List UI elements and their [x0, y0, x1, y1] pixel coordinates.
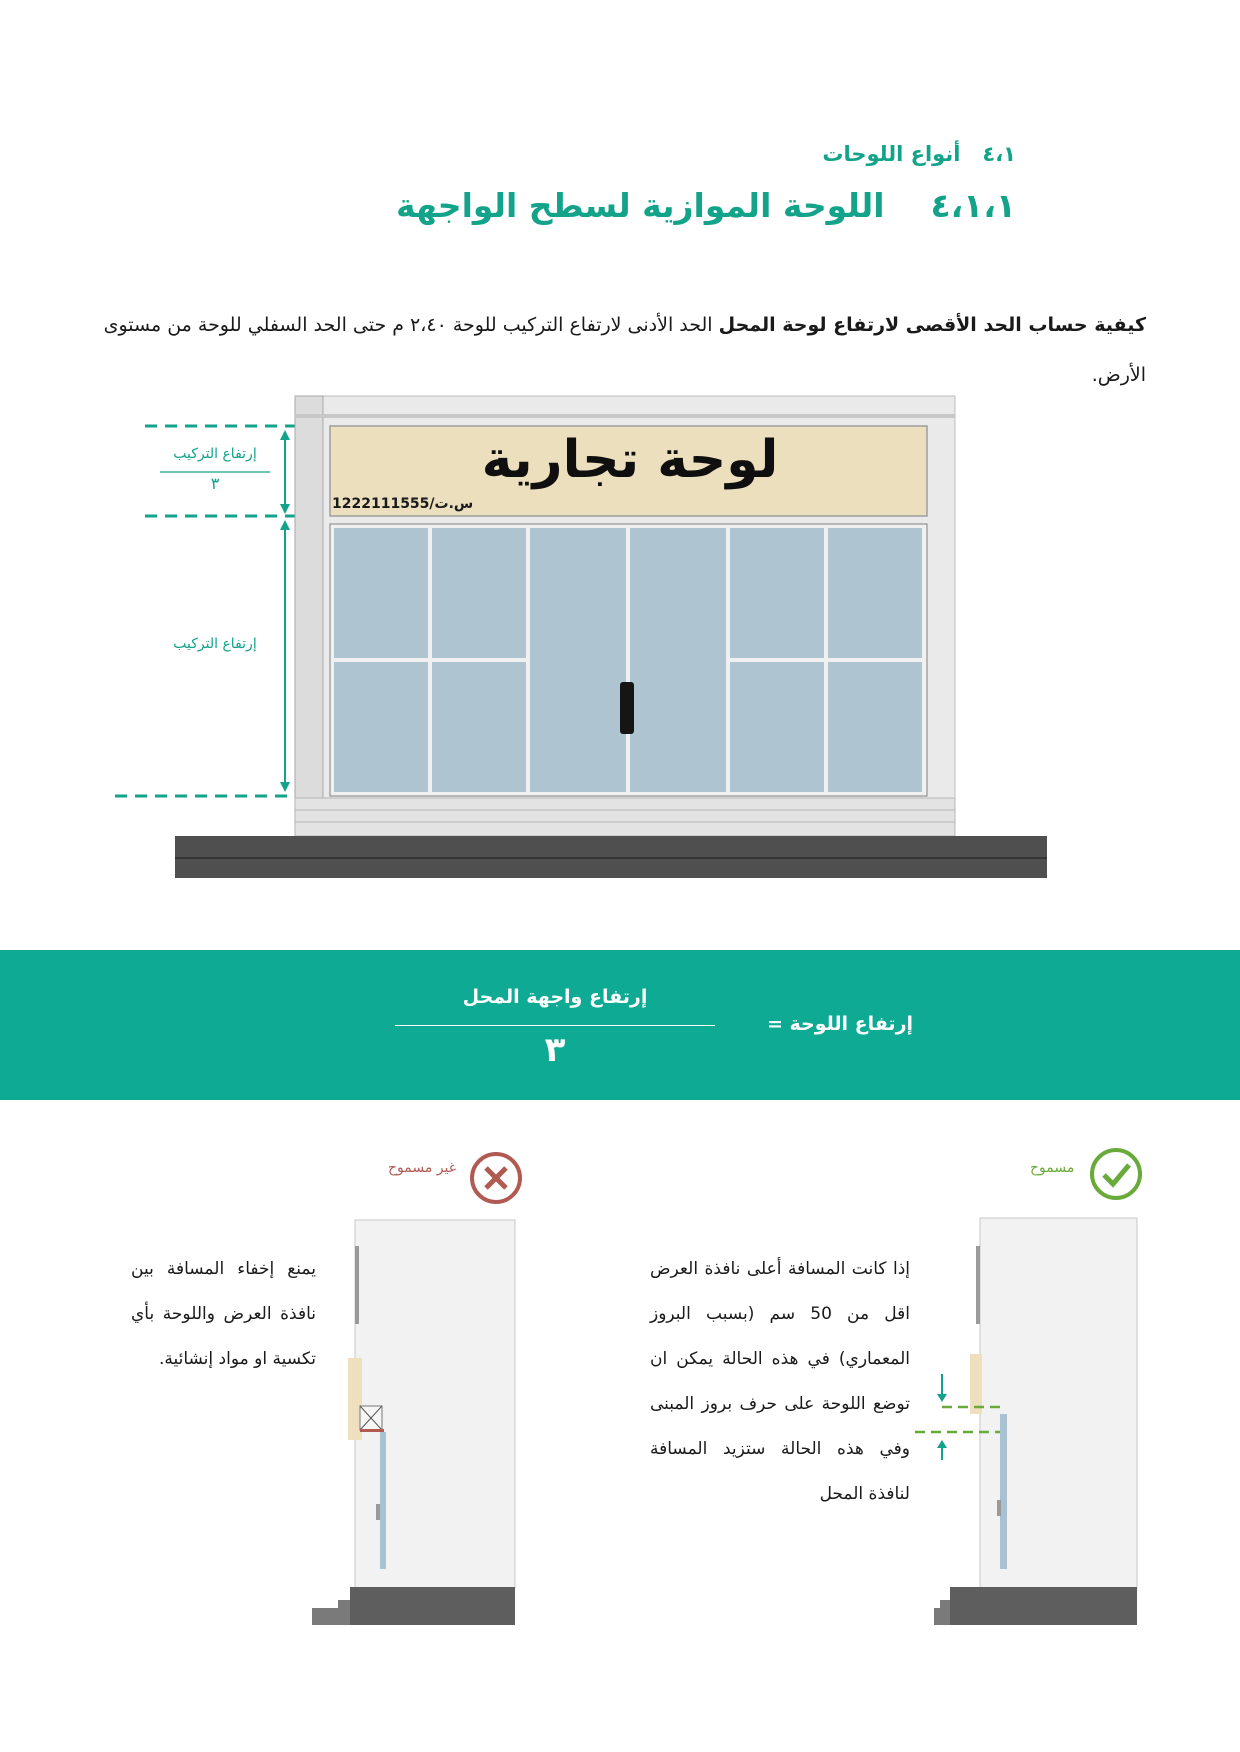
intro-text: الحد الأدنى لارتفاع التركيب للوحة ٢،٤٠ م حتى الحد السفلي للوحة من مستوى الأرض. — [103, 314, 1146, 386]
x-circle-icon — [468, 1150, 524, 1206]
intro-paragraph — [64, 300, 1146, 400]
formula-numerator: إرتفاع واجهة المحل — [462, 986, 648, 1008]
section-title: أنواع اللوحات — [822, 142, 961, 166]
subsection-title: اللوحة الموازية لسطح الواجهة — [395, 186, 885, 225]
formula-lhs: إرتفاع اللوحة = — [766, 1013, 914, 1035]
not-allowed-label: غير مسموح — [388, 1160, 457, 1176]
section-heading — [822, 142, 1016, 166]
label-install-height-divisor: ٣ — [210, 474, 220, 493]
not-allowed-section-diagram — [300, 1210, 540, 1630]
allowed-section-diagram — [900, 1210, 1140, 1630]
not-allowed-text: يمنع إخفاء المسافة بين نافذة العرض واللوحة بأي تكسية او مواد إنشائية. — [131, 1259, 316, 1369]
allowed-text: إذا كانت المسافة أعلى نافذة العرض اقل من 50 سم (بسبب البروز المعماري) في هذه الحالة يمكن ان توضع اللوحة على حرف بروز المبنى وفي هذه الحالة ستزيد المسافة لنافذة المحل — [650, 1259, 910, 1504]
check-circle-icon — [1088, 1146, 1144, 1202]
intro-bold: كيفية حساب الحد الأقصى لارتفاع لوحة المحل — [718, 314, 1146, 336]
allowed-label: مسموح — [1030, 1160, 1075, 1176]
label-install-height-bottom: إرتفاع التركيب — [173, 636, 257, 652]
subsection-heading — [396, 186, 1016, 225]
door-right — [630, 528, 726, 792]
door-left — [530, 528, 626, 792]
formula-fraction-line — [395, 1025, 715, 1026]
door-handle — [620, 682, 634, 734]
formula-denominator: ٣ — [544, 1030, 566, 1070]
subsection-number: ٤،١،١ — [930, 186, 1016, 225]
section-number: ٤،١ — [982, 142, 1016, 166]
cr-number: س.ت/1222111555 — [332, 496, 474, 512]
label-install-height-top: إرتفاع التركيب — [173, 446, 257, 462]
sign-text: لوحة تجارية — [481, 430, 779, 490]
